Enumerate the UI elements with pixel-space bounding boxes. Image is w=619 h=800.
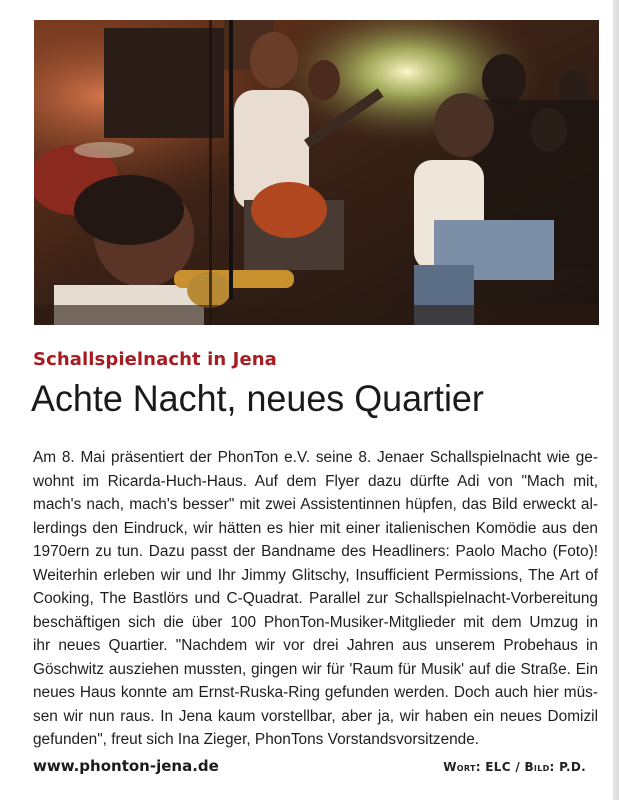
article-kicker: Schallspielnacht in Jena [33,349,277,370]
body-line: 1970ern zu tun. Dazu passt der Bandname des Headliners: Paolo Macho (Foto)! [33,543,598,560]
body-line: neues Haus konnte am Ernst-Ruska-Ring gefunden werden. Doch auch hier müs- [33,684,598,701]
body-line: beschäftigen sich die über 100 PhonTon-Musiker-Mitglieder mit dem Umzug in [33,613,598,631]
photo-credit: Wort: ELC / Bild: P.D. [443,760,586,774]
body-line: sen wir nun raus. In Jena kaum vorstellbar, aber ja, wir haben ein neues Domizil [33,707,598,725]
body-line: mach's nach, mach's besser" mit zwei Assistentinnen hüpfen, das Bild erweckt al- [33,496,598,513]
body-line: Cooking, The Bastlörs und C-Quadrat. Parallel zur Schallspielnacht-Vorbereitung [33,590,598,607]
body-line: Weiterhin erleben wir und Ihr Jimmy Glitschy, Insufficient Permissions, The Art of [33,566,598,584]
article-headline: Achte Nacht, neues Quartier [31,378,484,419]
body-line: wohnt im Ricarda-Huch-Haus. Auf dem Flyer dazu dürfte Adi von "Mach mit, [33,472,598,490]
body-line: ihr neues Quartier. "Nachdem wir vor drei Jahren aus unserem Probehaus in [33,637,598,654]
body-line: lerdings den Eindruck, wir hätten es hier mit einer italienischen Komödie aus den [33,519,598,537]
band-photo-illustration [34,20,599,325]
body-line: gefunden", freut sich Ina Zieger, PhonTons Vorstandsvorsitzende. [33,731,480,748]
article-body [33,446,598,752]
page-edge-shadow [613,0,619,800]
body-line: Am 8. Mai präsentiert der PhonTon e.V. seine 8. Jenaer Schallspielnacht wie ge- [33,449,598,466]
band-photo [34,20,599,325]
body-line: Göschwitz ausziehen mussten, gingen wir für 'Raum für Musik' auf die Straße. Ein [33,660,598,678]
website-link[interactable]: www.phonton-jena.de [33,757,219,775]
